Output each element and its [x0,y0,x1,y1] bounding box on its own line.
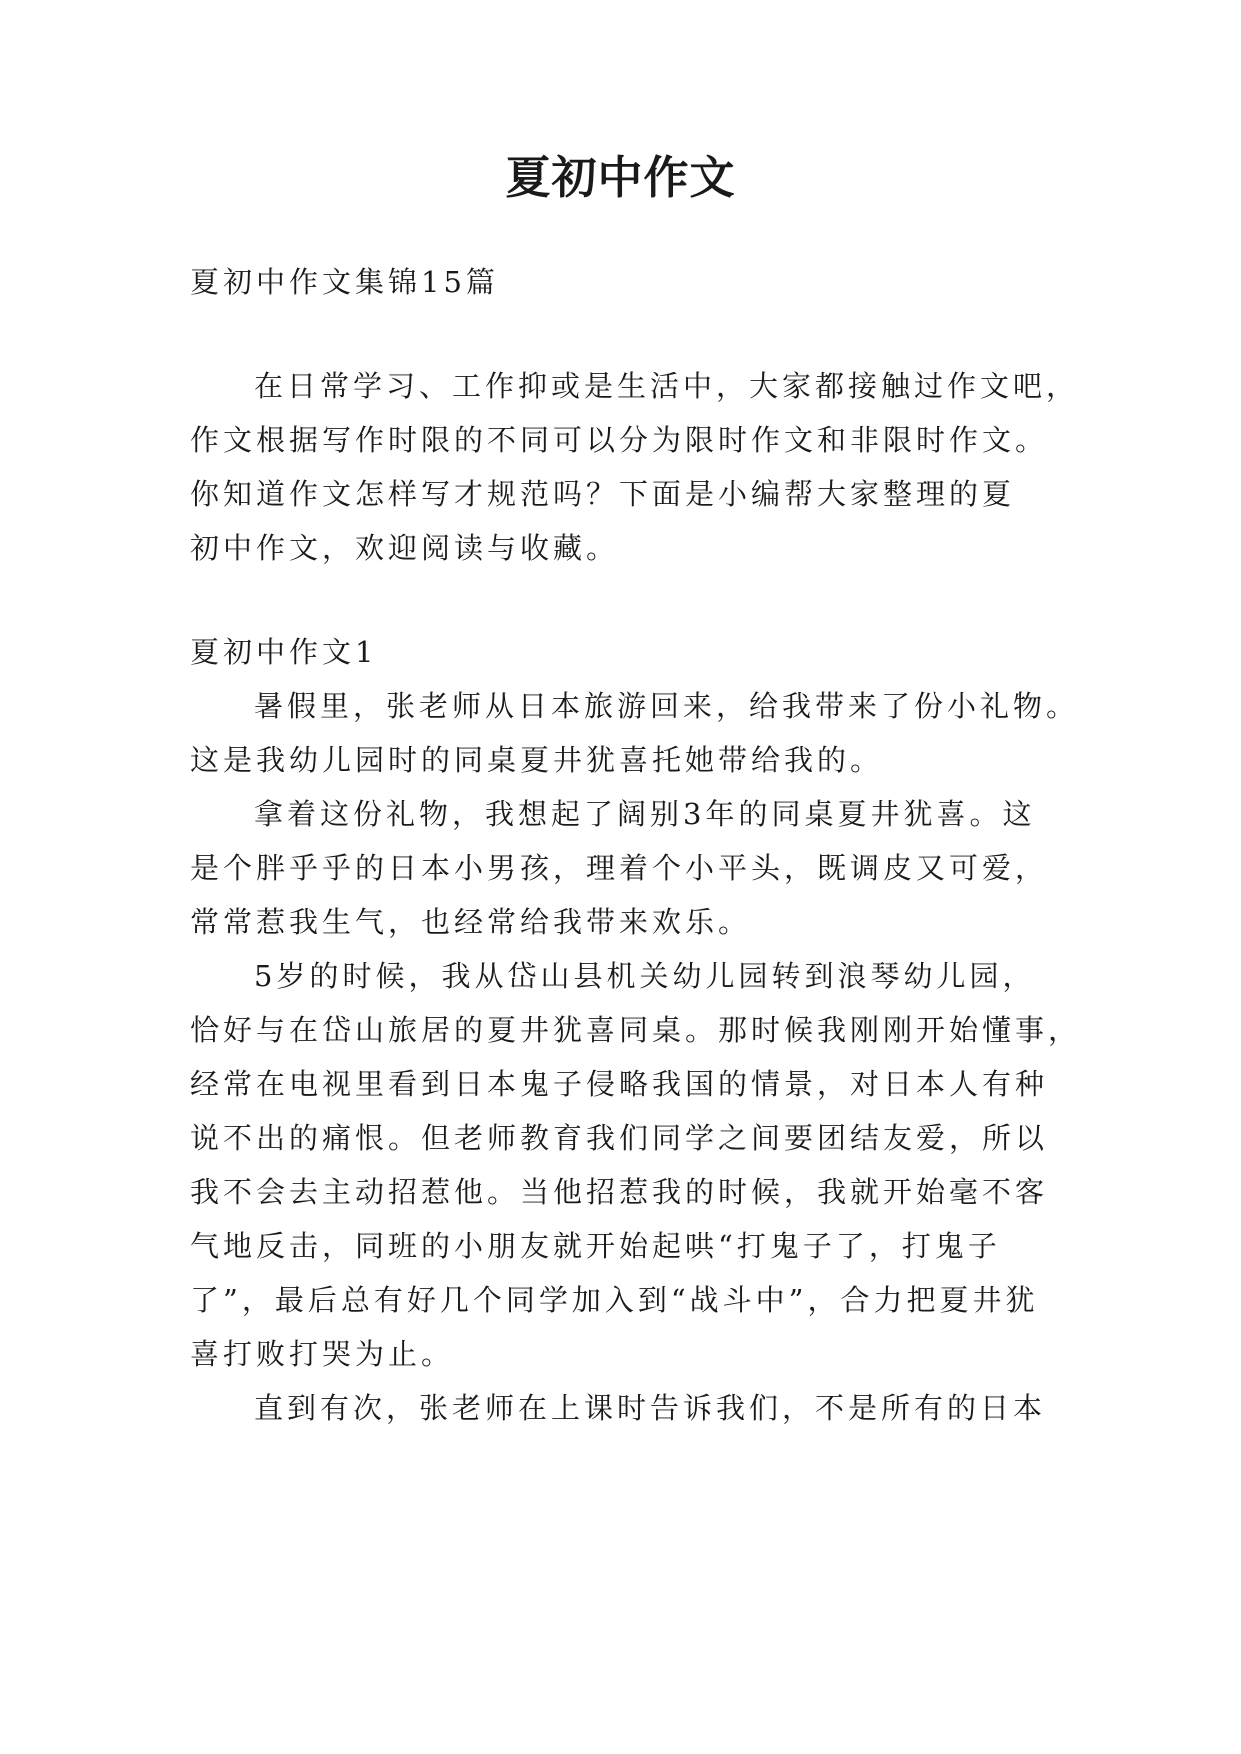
body-line: 经常在电视里看到日本鬼子侵略我国的情景，对日本人有种 [190,1067,1049,1101]
body-line: 说不出的痛恨。但老师教育我们同学之间要团结友爱，所以 [190,1121,1049,1155]
intro-line: 在日常学习、工作抑或是生活中，大家都接触过作文吧， [254,369,1080,403]
body-line: 恰好与在岱山旅居的夏井犹喜同桌。那时候我刚刚开始懂事， [190,1013,1082,1047]
body-line: 我不会去主动招惹他。当他招惹我的时候，我就开始毫不客 [190,1175,1049,1209]
body-line: 5岁的时候，我从岱山县机关幼儿园转到浪琴幼儿园， [254,959,1036,993]
body-line: 直到有次，张老师在上课时告诉我们，不是所有的日本 [254,1391,1047,1425]
document-title: 夏初中作文 [505,151,736,204]
intro-line: 初中作文，欢迎阅读与收藏。 [190,531,620,565]
body-line: 常常惹我生气，也经常给我带来欢乐。 [190,905,752,939]
body-line: 拿着这份礼物，我想起了阔别3年的同桌夏井犹喜。这 [254,797,1036,831]
body-line: 暑假里，张老师从日本旅游回来，给我带来了份小礼物。 [254,689,1080,723]
body-line: 气地反击，同班的小朋友就开始起哄“打鬼子了，打鬼子 [190,1229,1001,1263]
intro-line: 作文根据写作时限的不同可以分为限时作文和非限时作文。 [190,423,1049,457]
document-subtitle: 夏初中作文集锦15篇 [190,265,499,299]
body-line: 了”，最后总有好几个同学加入到“战斗中”，合力把夏井犹 [190,1283,1039,1317]
body-line: 是个胖乎乎的日本小男孩，理着个小平头，既调皮又可爱， [190,851,1049,885]
body-line: 这是我幼儿园时的同桌夏井犹喜托她带给我的。 [190,743,884,777]
section-heading: 夏初中作文1 [190,635,378,669]
body-line: 喜打败打哭为止。 [190,1337,455,1371]
intro-line: 你知道作文怎样写才规范吗？下面是小编帮大家整理的夏 [190,477,1016,511]
